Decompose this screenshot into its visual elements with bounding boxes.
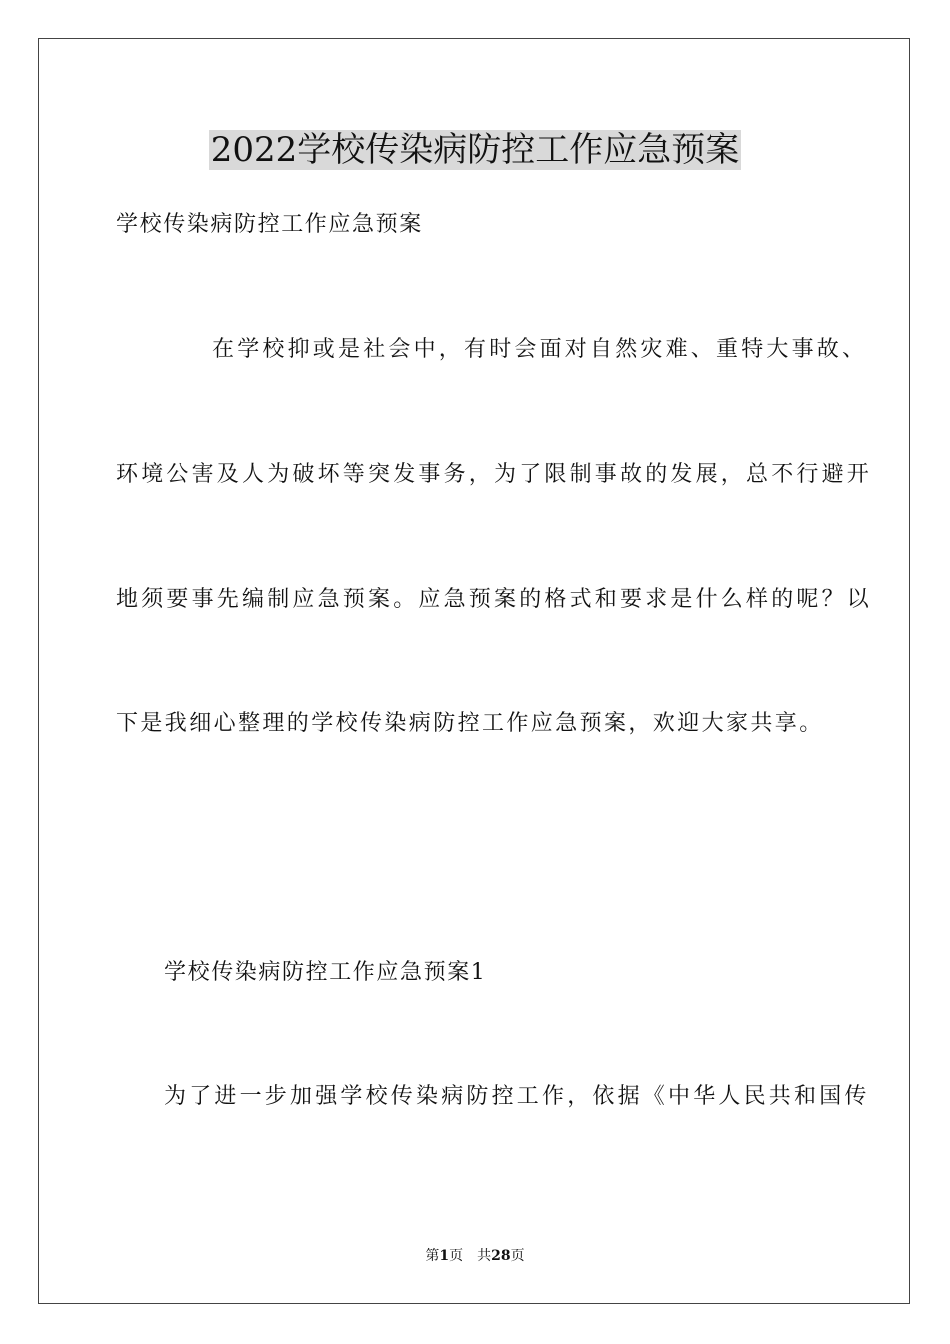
intro-line-2: 环境公害及人为破坏等突发事务，为了限制事故的发展，总不行避开 <box>116 462 873 487</box>
intro-line-1: 在学校抑或是社会中，有时会面对自然灾难、重特大事故、 <box>212 337 868 362</box>
section-heading: 学校传染病防控工作应急预案1 <box>164 960 487 985</box>
section-line-1: 为了进一步加强学校传染病防控工作，依据《中华人民共和国传 <box>164 1084 870 1109</box>
intro-line-4: 下是我细心整理的学校传染病防控工作应急预案，欢迎大家共享。 <box>116 711 824 736</box>
document-title: 2022学校传染病防控工作应急预案 <box>210 130 740 170</box>
footer-page-prefix: 第 <box>425 1248 440 1264</box>
footer-page-mid: 页 共 <box>449 1248 492 1264</box>
footer-page-total: 28 <box>491 1248 511 1264</box>
document-subtitle: 学校传染病防控工作应急预案 <box>116 212 423 237</box>
footer-page-suffix: 页 <box>510 1248 525 1264</box>
page-footer <box>0 1246 950 1266</box>
footer-page-number: 1 <box>439 1248 450 1264</box>
intro-line-3: 地须要事先编制应急预案。应急预案的格式和要求是什么样的呢？以 <box>116 587 873 612</box>
